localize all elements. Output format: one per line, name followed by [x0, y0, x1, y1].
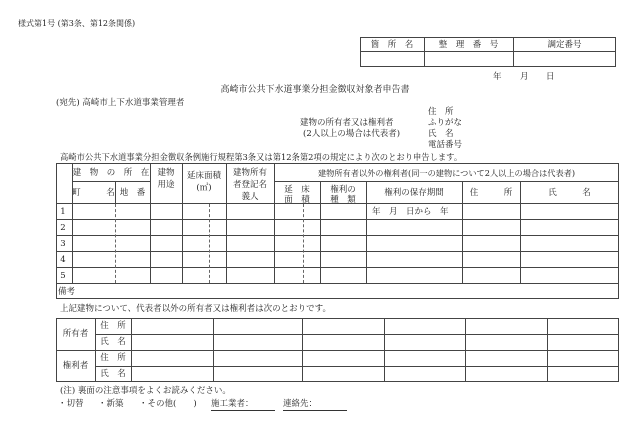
holder-label: 権利者: [62, 361, 89, 371]
rights-period-header: 権利の保存期間: [384, 188, 444, 198]
option-switch: ・切替: [58, 399, 84, 409]
option-new: ・新築: [98, 399, 124, 409]
holder-address-label: 住 所: [100, 353, 126, 363]
applicant-name-label: 氏 名: [428, 129, 454, 139]
sub-floor-area-header: 延 床 面 積: [284, 185, 310, 205]
row-number: 4: [60, 255, 66, 265]
applicant-address-label: 住 所: [428, 107, 454, 117]
row-number: 2: [60, 223, 66, 233]
owner-address-label: 住 所: [100, 321, 126, 331]
applicant-furigana-label: ふりがな: [428, 118, 463, 128]
office-assessment-number-header: 調定番号: [547, 40, 582, 50]
row-number: 3: [60, 239, 66, 249]
rights-period-text: 年 月 日から 年: [372, 207, 449, 217]
building-use-header: 建物 用途: [157, 168, 175, 190]
other-rights-header: 建物所有者以外の権利者(同一の建物について2人以上の場合は代表者): [317, 168, 576, 178]
form-title: 高崎市公共下水道事業分担金徴収対象者申告書: [220, 85, 410, 95]
floor-area-header: 延床面積 (㎡): [186, 171, 221, 193]
remarks-label: 備考: [58, 287, 76, 297]
owner-label: 所有者: [62, 329, 89, 339]
office-location-header: 箇 所 名: [370, 40, 414, 50]
holder-name-header: 氏 名: [548, 188, 591, 198]
town-header: 町 名: [72, 188, 115, 198]
representative-note: 上記建物について、代表者以外の所有者又は権利者は次のとおりです。: [60, 304, 331, 314]
row-number: 1: [60, 207, 66, 217]
contact-field: 連絡先：: [283, 400, 347, 411]
applicant-phone-label: 電話番号: [428, 140, 463, 150]
row-number: 5: [60, 271, 66, 281]
location-header: 建 物 の 所 在: [72, 168, 150, 178]
declaration-text: 高崎市公共下水道事業分担金徴収条例施行規程第3条又は第12条第2項の規定により次のとおり申告します。: [60, 152, 463, 162]
office-ref-number-header: 整 理 番 号: [438, 40, 499, 50]
option-other: ・その他( ): [139, 399, 197, 409]
contractor-field: 施工業者：: [211, 400, 275, 411]
registered-owner-header: 建物所有 者登記名 義人: [232, 168, 267, 202]
lot-header: 地 番: [119, 188, 146, 198]
addressee: (宛先) 高崎市上下水道事業管理者: [56, 98, 185, 108]
owner-name-label: 氏 名: [100, 337, 126, 347]
holder-address-header: 住 所: [469, 188, 513, 198]
holder-name-label: 氏 名: [100, 369, 126, 379]
footnote: (注) 裏面の注意事項をよくお読みください。: [60, 386, 231, 396]
form-number: 様式第1号 (第3条、第12条関係): [18, 19, 136, 28]
rights-type-header: 権利の 種 類: [330, 185, 356, 205]
